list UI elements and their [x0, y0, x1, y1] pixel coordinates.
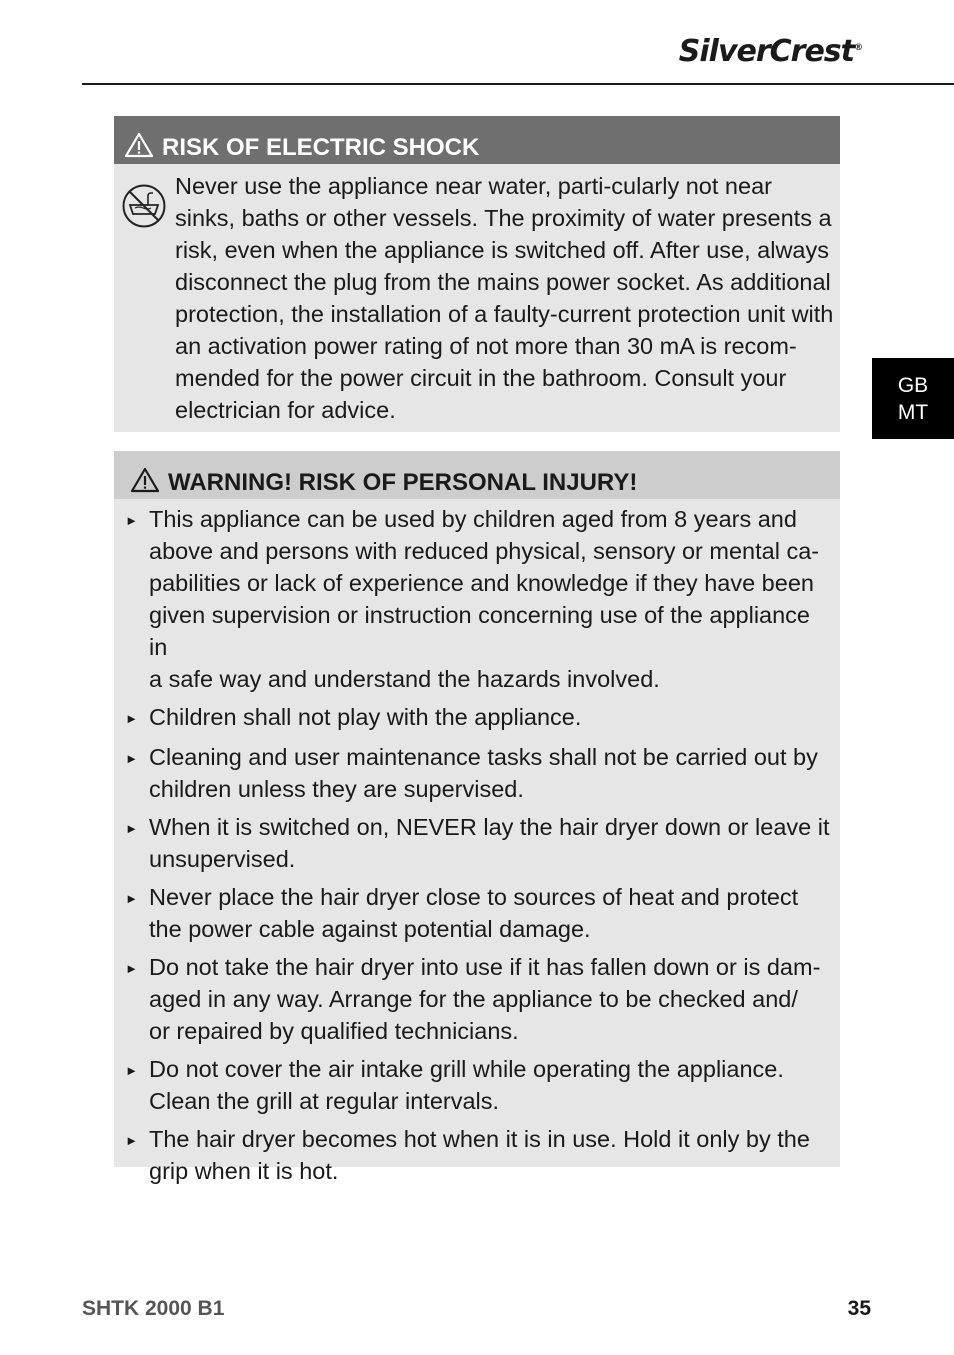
personal-injury-header	[114, 451, 840, 499]
arrow-bullet-icon: ►	[125, 1063, 138, 1078]
text-line: or repaired by qualified technicians.	[149, 1018, 519, 1044]
brand-logo	[679, 34, 862, 69]
text-line: a safe way and understand the hazards involved.	[149, 666, 660, 692]
list-item	[114, 811, 832, 875]
list-item	[114, 741, 832, 805]
list-item	[114, 1053, 832, 1117]
text-line: Children shall not play with the appliance.	[149, 704, 582, 730]
language-code-gb: GB	[897, 373, 929, 397]
text-line: Do not cover the air intake grill while operating the appliance.	[149, 1056, 784, 1082]
electric-shock-text	[175, 170, 834, 426]
header-rule	[82, 83, 954, 85]
text-line: The hair dryer becomes hot when it is in use. Hold it only by the	[149, 1126, 810, 1152]
text-line: Do not take the hair dryer into use if it has fallen down or is dam-	[149, 954, 821, 980]
personal-injury-box	[114, 451, 840, 1184]
warning-triangle-icon	[124, 132, 154, 158]
page-number: 35	[847, 1297, 871, 1320]
text-line: electrician for advice.	[175, 397, 396, 423]
text-line: disconnect the plug from the mains power socket. As additional	[175, 269, 831, 295]
electric-shock-body	[114, 164, 840, 426]
text-line: Cleaning and user maintenance tasks shall not be carried out by	[149, 744, 818, 770]
text-line: children unless they are supervised.	[149, 776, 524, 802]
language-tab	[872, 358, 954, 439]
text-line: Never place the hair dryer close to sources of heat and protect	[149, 884, 799, 910]
arrow-bullet-icon: ►	[125, 1133, 138, 1148]
text-line: given supervision or instruction concerning use of the appliance in	[149, 602, 811, 660]
electric-shock-header	[114, 116, 840, 164]
list-item	[114, 951, 832, 1047]
registered-mark: ®	[854, 43, 862, 53]
model-number: SHTK 2000 B1	[82, 1297, 225, 1320]
arrow-bullet-icon: ►	[125, 821, 138, 836]
text-line: pabilities or lack of experience and knowledge if they have been	[149, 570, 814, 596]
text-line: This appliance can be used by children aged from 8 years and	[149, 506, 797, 532]
arrow-bullet-icon: ►	[125, 513, 138, 528]
personal-injury-title: WARNING! RISK OF PERSONAL INJURY!	[168, 469, 638, 496]
electric-shock-title: RISK OF ELECTRIC SHOCK	[162, 134, 480, 161]
warning-triangle-icon	[130, 467, 160, 493]
text-line: unsupervised.	[149, 846, 296, 872]
language-code-mt: MT	[897, 400, 929, 424]
arrow-bullet-icon: ►	[125, 891, 138, 906]
no-bathtub-icon	[121, 183, 167, 229]
text-line: protection, the installation of a faulty-current protection unit with	[175, 301, 834, 327]
text-line: Never use the appliance near water, parti-cularly not near	[175, 173, 772, 199]
personal-injury-body	[114, 499, 840, 1187]
text-line: When it is switched on, NEVER lay the hair dryer down or leave it	[149, 814, 830, 840]
list-item	[114, 1123, 832, 1187]
list-item	[114, 881, 832, 945]
text-line: Clean the grill at regular intervals.	[149, 1088, 500, 1114]
arrow-bullet-icon: ►	[125, 751, 138, 766]
text-line: an activation power rating of not more than 30 mA is recom-	[175, 333, 797, 359]
list-item	[114, 503, 832, 695]
brand-name: SilverCrest	[678, 34, 854, 69]
text-line: grip when it is hot.	[149, 1158, 339, 1184]
text-line: aged in any way. Arrange for the appliance to be checked and/	[149, 986, 798, 1012]
electric-shock-box	[114, 116, 840, 432]
text-line: the power cable against potential damage.	[149, 916, 591, 942]
text-line: sinks, baths or other vessels. The proximity of water presents a	[175, 205, 832, 231]
text-line: above and persons with reduced physical, sensory or mental ca-	[149, 538, 820, 564]
arrow-bullet-icon: ►	[125, 961, 138, 976]
list-item	[114, 701, 832, 735]
text-line: risk, even when the appliance is switched off. After use, always	[175, 237, 829, 263]
text-line: mended for the power circuit in the bathroom. Consult your	[175, 365, 787, 391]
arrow-bullet-icon: ►	[125, 711, 138, 726]
